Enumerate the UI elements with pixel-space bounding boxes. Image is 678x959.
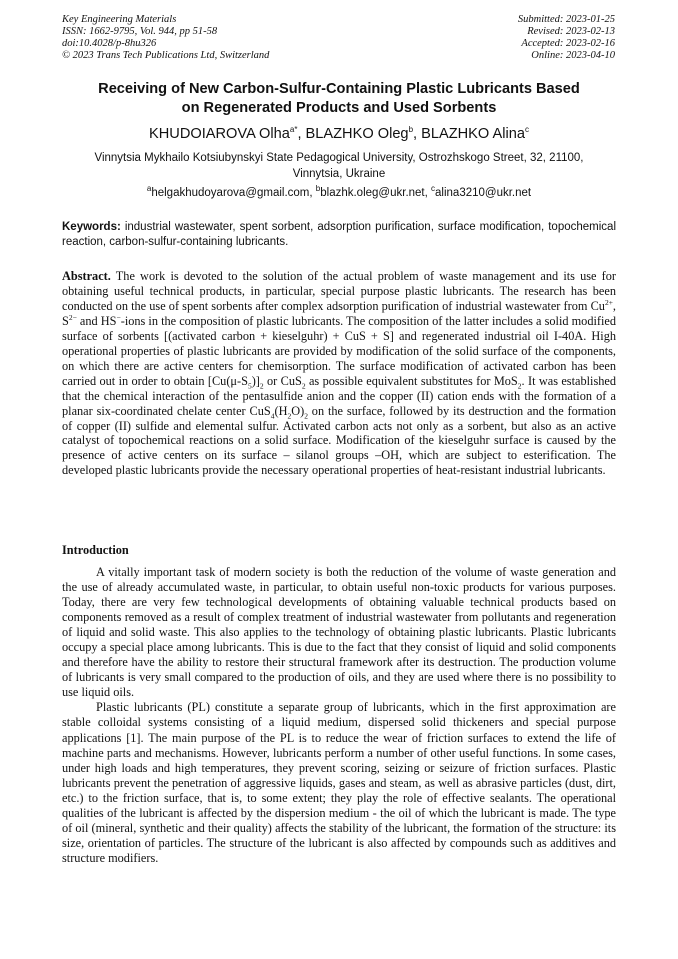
introduction-body — [62, 565, 616, 866]
subscript: 2 — [301, 381, 306, 391]
abstract-text: The work is devoted to the solution of the actual problem of waste management and its use for obtaining useful technical products, in particular, special purpose plastic lubricants. The research has been conducted on the use of spent sorbents after complex adsorption purification of industrial wastewater from Cu — [62, 269, 616, 313]
keywords-section — [62, 220, 616, 249]
affiliation-line-2: Vinnytsia, Ukraine — [292, 167, 386, 180]
author-emails — [62, 186, 616, 201]
author-3-mark: c — [524, 125, 529, 135]
issn-line: ISSN: 1662-9795, Vol. 944, pp 51-58 — [62, 26, 218, 37]
author-separator: , — [413, 126, 422, 142]
subscript: 2 — [287, 411, 292, 421]
abstract-label: Abstract. — [62, 269, 111, 283]
publication-dates — [518, 14, 615, 62]
keywords-label: Keywords: — [62, 221, 121, 233]
author-3: BLAZHKO Alina — [421, 126, 525, 142]
email-mark: c — [431, 184, 436, 194]
email-1: helgakhudoyarova@gmail.com, — [151, 187, 316, 199]
subscript: 5 — [247, 381, 252, 391]
subscript: 2 — [259, 381, 264, 391]
email-2: blazhk.oleg@ukr.net, — [320, 187, 432, 199]
copyright-line: © 2023 Trans Tech Publications Ltd, Switzerland — [62, 50, 270, 61]
doi-line: doi:10.4028/p-8hu326 — [62, 38, 157, 49]
abstract-text: , S — [62, 298, 616, 328]
abstract-text: or CuS — [263, 373, 302, 388]
paragraph: Plastic lubricants (PL) constitute a separate group of lubricants, which in the first approximation are stable colloidal systems consisting of a liquid medium, dispersed solid thickeners and special purpose applications [1]. The main purpose of the PL is to reduce the wear of friction surfaces to extend the life of machine parts and mechanisms. However, lubricants perform a number of other useful functions. In some cases, under high loads and high temperatures, they prevent scoring, seizing or seizure of friction surfaces. Plastic lubricants prevent the penetration of aggressive liquids, gases and steam, as well as abrasive particles (dust, dirt, etc.) to the friction surface, that is, to some extent; they play the role of effective sealants. The operational qualities of the lubricant is affected by the dispersion medium - the oil of which the lubricant is made. The type of oil (mineral, synthetic and their quality) affects the stability of the lubricant, the formation of the structure: its size, orientation of particles. The structure of the lubricant is also affected by compounds such as additives and structure modifiers. — [62, 700, 616, 865]
keywords-text: industrial wastewater, spent sorbent, adsorption purification, surface modification, topochemical reaction, carbon-sulfur-containing lubricants. — [62, 221, 616, 248]
abstract-text: O) — [291, 403, 305, 418]
superscript: − — [116, 312, 121, 322]
title-line-1: Receiving of New Carbon-Sulfur-Containing Plastic Lubricants Based — [98, 81, 580, 97]
author-1-mark: a* — [289, 125, 298, 135]
abstract-text: )] — [251, 373, 260, 388]
affiliation — [62, 151, 616, 182]
title-line-2: on Regenerated Products and Used Sorbents — [181, 100, 497, 116]
author-2-mark: b — [408, 125, 414, 135]
abstract-text: (H — [274, 403, 288, 418]
abstract-section — [62, 269, 616, 478]
email-mark: a — [146, 184, 152, 194]
abstract-text: as possible equivalent substitutes for MoS — [305, 373, 518, 388]
subscript: 2 — [517, 381, 522, 391]
abstract-text: and HS — [76, 313, 117, 328]
superscript: 2+ — [604, 297, 613, 307]
abstract-text: -ions in the composition of plastic lubricants. The composition of the latter includes a solid modified surface of sorbents [(activated carbon + kieselguhr) + CuS + S] and regenerated industrial oil I-40A. High operational properties of plastic lubricants are provided by modification of the solid surface of the components, on which there are active centers for chemisorption. The surface modification of activated carbon has been carried out in order to obtain [Cu(μ-S — [62, 313, 616, 388]
journal-info — [62, 14, 269, 62]
author-1: KHUDOIAROVA Olha — [149, 126, 290, 142]
abstract-text: on the surface, followed by its destruction and the formation of copper (II) sulfide and elemental sulfur. Activated carbon acts not only as a sorbent, but also as an active catalyst of topochemical reactions on a solid surface. Modification of the kieselguhr surface is caused by the presence of active centers on its surface – silanol groups –OH, which are subject to esterification. The developed plastic lubricants provide the necessary operational properties of heat-resistant industrial lubricants. — [62, 403, 617, 478]
accepted-date: Accepted: 2023-02-16 — [521, 38, 615, 49]
email-mark: b — [315, 184, 321, 194]
author-list — [62, 125, 616, 143]
subscript: 4 — [270, 411, 275, 421]
submitted-date: Submitted: 2023-01-25 — [517, 14, 615, 25]
paper-title — [62, 80, 616, 118]
paragraph: A vitally important task of modern society is both the reduction of the volume of waste generation and the use of already accumulated waste, in particular, to obtain useful non-toxic products for various purposes. Today, there are very few technological developments of obtaining valuable technical products based on components removed as a result of complex treatment of industrial wastewater from pollutants and regeneration of liquid and solid waste. This also applies to the technology of obtaining plastic lubricants. Plastic lubricants occupy a special place among lubricants. This is due to the fact that they consist of liquid and solid components and therefore have the ability to restore their structural framework after its destruction. The production volume of lubricants is very small compared to the production of oils, and they are used where there is no possibility to use liquid oils. — [62, 565, 616, 700]
author-2: BLAZHKO Oleg — [305, 126, 409, 142]
author-separator: , — [297, 126, 306, 142]
email-3: alina3210@ukr.net — [435, 187, 532, 199]
section-heading-introduction: Introduction — [62, 543, 129, 557]
revised-date: Revised: 2023-02-13 — [527, 26, 615, 37]
superscript: 2− — [68, 312, 77, 322]
journal-name: Key Engineering Materials — [62, 14, 177, 25]
subscript: 2 — [304, 411, 308, 421]
abstract-text: . It was established that the chemical interaction of the pentasulfide anion and the copper (II) cation ends with the formation of a planar six-coordinated chelate center CuS — [62, 373, 616, 418]
affiliation-line-1: Vinnytsia Mykhailo Kotsiubynskyi State Pedagogical University, Ostrozhskogo Street, 32, 21100, — [94, 152, 584, 164]
online-date: Online: 2023-04-10 — [531, 50, 615, 61]
